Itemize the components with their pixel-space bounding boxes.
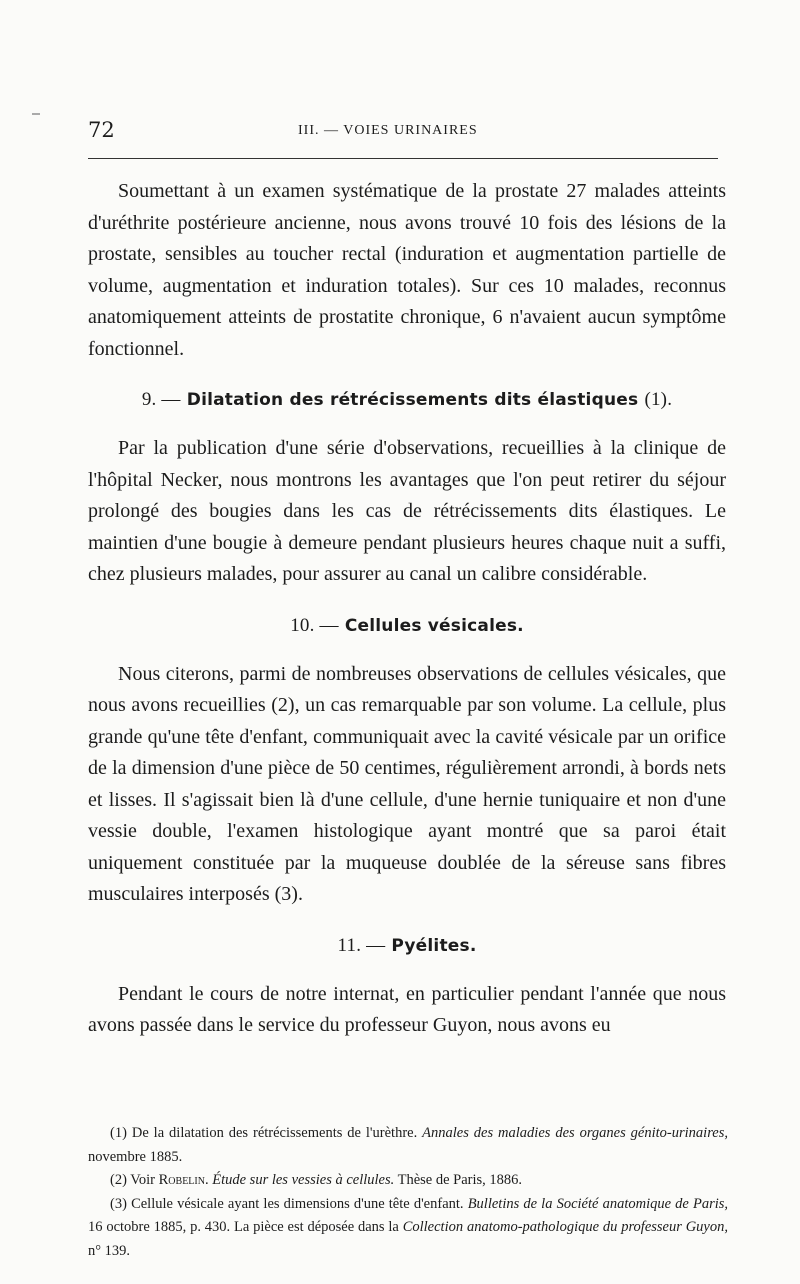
margin-mark <box>32 113 40 115</box>
paragraph-pyelites: Pendant le cours de notre internat, en particulier pendant l'année que nous avons passée dans le service du professeur Guyon, nous avons eu <box>88 982 726 1036</box>
page-number: 72 <box>88 118 115 142</box>
section-number: 10. — <box>290 614 339 636</box>
footnote-ref: (1). <box>644 389 673 410</box>
footnote-rest: Thèse de Paris, 1886. <box>397 1172 523 1188</box>
paragraph-dilatation: Par la publication d'une série d'observations, recueillies à la clinique de l'hôpital Necker, nous montrons les avantages que l'on peut retirer du séjour prolongé des bougies dans les cas de rétrécissements dits élastiques. Le maintien d'une bougie à demeure pendant plusieurs heures chaque nuit a suffi, chez plusieurs malades, pour assurer au canal un calibre considérable. <box>88 437 726 585</box>
footnote-mark: (1) <box>110 1125 127 1141</box>
section-number: 9. — <box>141 389 181 410</box>
section-title: Dilatation des rétrécissements dits élastiques <box>186 390 639 410</box>
section-heading-11 <box>88 935 726 957</box>
paragraph-cellules: Nous citerons, parmi de nombreuses observations de cellules vésicales, que nous avons recueillies (2), un cas remarquable par son volume. La cellule, plus grande qu'une tête d'enfant, communiquait avec la cavité vésicale par un orifice de la dimension d'une pièce de 50 centimes, régulièrement arrondi, à bords nets et lisses. Il s'agissait bien là d'une cellule, d'une hernie tuniquaire et non d'une vessie double, l'examen histologique ayant montré que sa paroi était uniquement constituée par la muqueuse doublée de la séreuse sans fibres musculaires interposés (3). <box>88 662 726 905</box>
footnote-mark: (2) <box>110 1172 127 1188</box>
header-rule <box>88 158 718 159</box>
footnote-mark: (3) <box>110 1195 127 1212</box>
section-title: Cellules vésicales. <box>344 615 524 636</box>
page-header <box>88 118 728 148</box>
section-title: Pyélites. <box>391 935 477 956</box>
footnote-middle: 16 octobre 1885, p. 430. La pièce est déposée dans la <box>88 1219 399 1235</box>
footnote-date: novembre 1885. <box>88 1148 183 1165</box>
section-heading-9 <box>88 389 726 411</box>
footnote-text: De la dilatation des rétrécissements de l'urèthre. <box>131 1125 418 1141</box>
footnote-collection: Collection anatomo-pathologique du professeur Guyon, <box>402 1219 728 1235</box>
footnote-journal: Bulletins de la Société anatomique de Paris, <box>467 1195 729 1212</box>
footnotes <box>88 1122 728 1263</box>
footnote-2 <box>88 1169 728 1193</box>
footnote-journal: Annales des maladies des organes génito-urinaires, <box>422 1125 729 1141</box>
footnote-author: Robelin. <box>158 1172 209 1188</box>
page-body <box>88 176 726 1042</box>
footnote-end: n° 139. <box>88 1242 131 1259</box>
running-title: III. — VOIES URINAIRES <box>298 123 478 138</box>
paragraph-prostate: Soumettant à un examen systématique de la prostate 27 malades atteints d'uréthrite postérieure ancienne, nous avons trouvé 10 fois des lésions de la prostate, sensibles au toucher rectal (induration et augmentation partielle de volume, augmentation et induration totales). Sur ces 10 malades, reconnus anatomiquement atteints de prostatite chronique, 6 n'avaient aucun symptôme fonctionnel. <box>88 180 726 360</box>
section-heading-10 <box>88 615 726 637</box>
footnote-1 <box>88 1122 728 1169</box>
section-number: 11. — <box>337 934 386 956</box>
footnote-3 <box>88 1193 728 1264</box>
footnote-title: Étude sur les vessies à cellules. <box>212 1172 395 1188</box>
footnote-voir: Voir <box>130 1172 156 1188</box>
footnote-text: Cellule vésicale ayant les dimensions d'une tête d'enfant. <box>131 1195 464 1212</box>
